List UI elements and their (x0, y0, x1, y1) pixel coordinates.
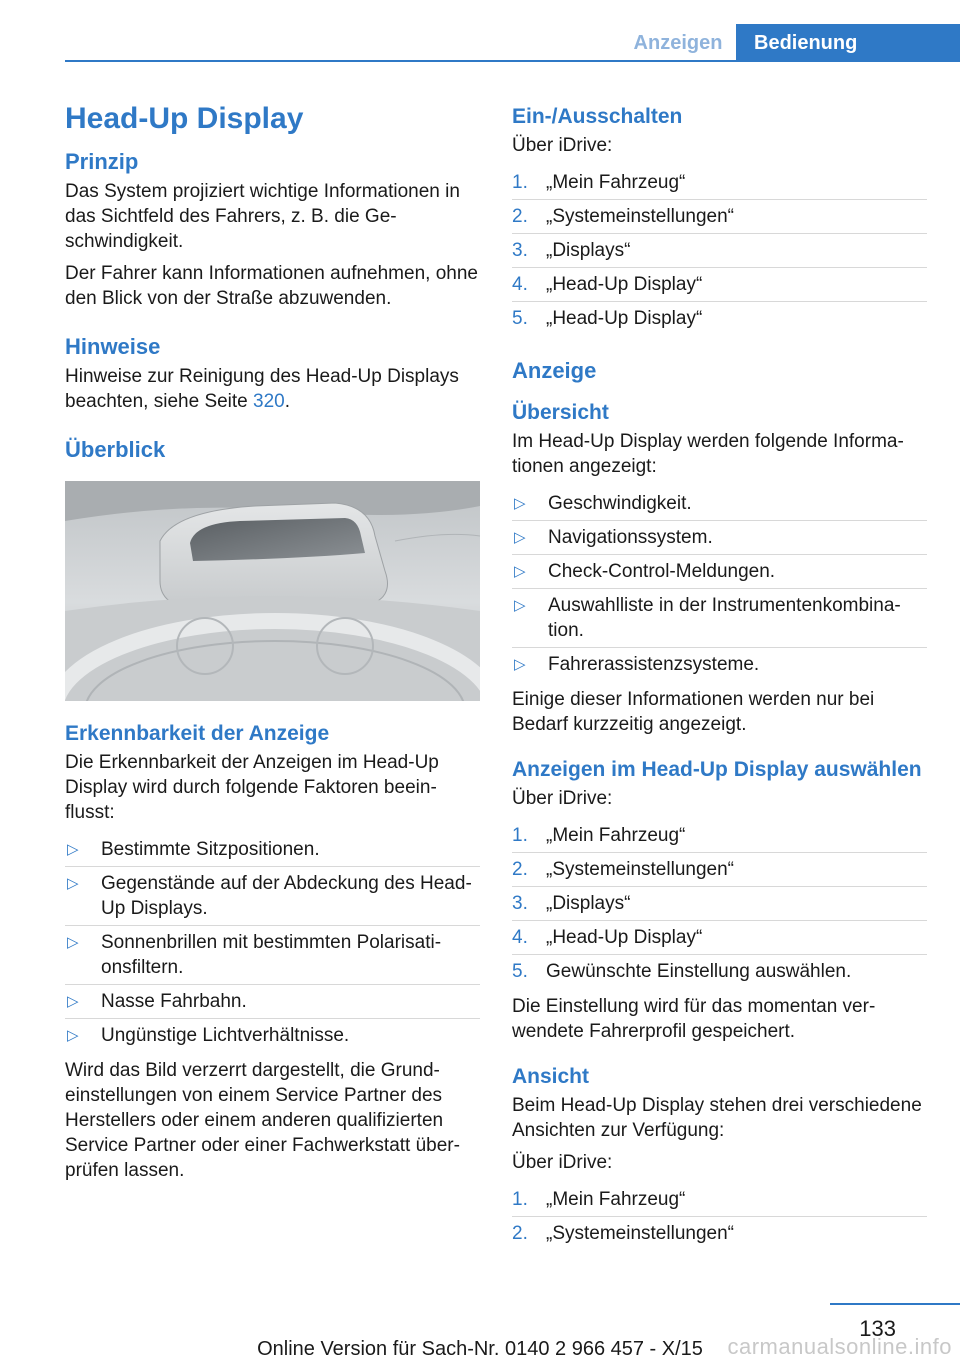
uebersicht-list (512, 487, 927, 681)
list-item (65, 1018, 480, 1052)
triangle-bullet-icon: ▷ (514, 656, 526, 673)
step-text: „Mein Fahrzeug“ (546, 172, 686, 193)
uebersicht-intro: Im Head-Up Display werden folgende Informationen angezeigt: (512, 431, 904, 477)
heading-prinzip: Prinzip (65, 149, 139, 174)
ansicht-steps (512, 1183, 927, 1250)
heading-ansicht: Ansicht (512, 1065, 590, 1088)
hinweise-text-end: . (284, 391, 291, 412)
step-number: 3. (512, 893, 528, 914)
triangle-bullet-icon: ▷ (67, 934, 79, 951)
step-number: 5. (512, 961, 528, 982)
heading-uebersicht: Übersicht (512, 401, 609, 424)
triangle-bullet-icon: ▷ (67, 1027, 79, 1044)
heading-erkennbarkeit: Erkennbarkeit der Anzeige (65, 722, 330, 745)
page-link-320[interactable]: 320 (253, 391, 285, 412)
step-text: „Head-Up Display“ (546, 927, 703, 948)
heading-anzeige: Anzeige (512, 358, 597, 383)
step-text: „Systemeinstellungen“ (546, 1223, 734, 1244)
step-text: „Displays“ (546, 240, 631, 261)
list-item (65, 925, 480, 984)
step-item (512, 267, 927, 301)
erkennbarkeit-list (65, 833, 480, 1052)
header-rule (65, 60, 960, 62)
step-item (512, 886, 927, 920)
list-item (512, 647, 927, 681)
list-item (65, 866, 480, 925)
step-number: 4. (512, 927, 528, 948)
page-number: 133 (859, 1316, 896, 1341)
step-text: „Mein Fahrzeug“ (546, 1189, 686, 1210)
einaus-steps (512, 166, 927, 335)
hinweise-text: Hinweise zur Reinigung des Head-Up Displays beachten, siehe Seite (65, 366, 459, 412)
list-item (65, 984, 480, 1018)
list-item-text: Geschwindigkeit. (548, 493, 692, 514)
triangle-bullet-icon: ▷ (514, 495, 526, 512)
list-item (512, 520, 927, 554)
heading-anzeigen-auswaehlen: Anzeigen im Head-Up Display auswählen (512, 758, 922, 781)
step-number: 2. (512, 206, 528, 227)
step-text: „Systemeinstellungen“ (546, 859, 734, 880)
watermark: carmanualsonline.info (727, 1334, 952, 1359)
step-text: „Mein Fahrzeug“ (546, 825, 686, 846)
list-item-text: Gegenstände auf der Abdeckung des Head-Up Displays. (101, 873, 472, 919)
left-column (65, 100, 480, 1190)
step-item (512, 166, 927, 199)
prinzip-paragraph-1: Das System projiziert wichtige Informationen in das Sichtfeld des Fahrers, z. B. die Geschwindigkeit. (65, 181, 460, 252)
list-item-text: Navigationssystem. (548, 527, 713, 548)
triangle-bullet-icon: ▷ (514, 563, 526, 580)
ansicht-paragraph: Beim Head-Up Display stehen drei verschiedene Ansichten zur Verfügung: (512, 1095, 922, 1141)
step-item (512, 852, 927, 886)
list-item (512, 588, 927, 647)
step-item (512, 199, 927, 233)
list-item-text: Ungünstige Lichtverhältnisse. (101, 1025, 350, 1046)
list-item-text: Bestimmte Sitzpositionen. (101, 839, 320, 860)
heading-ein-ausschalten: Ein-/Ausschalten (512, 105, 683, 128)
step-text: „Head-Up Display“ (546, 274, 703, 295)
triangle-bullet-icon: ▷ (514, 529, 526, 546)
footer-rule (830, 1303, 960, 1305)
erkennbarkeit-intro: Die Erkennbarkeit der Anzeigen im Head-Up Display wird durch folgende Faktoren beeinflusst: (65, 752, 439, 823)
step-text: Gewünschte Einstellung auswählen. (546, 961, 852, 982)
list-item (512, 554, 927, 588)
triangle-bullet-icon: ▷ (67, 841, 79, 858)
list-item-text: Fahrerassistenzsysteme. (548, 654, 760, 675)
step-number: 2. (512, 859, 528, 880)
step-text: „Head-Up Display“ (546, 308, 703, 329)
hinweise-paragraph (65, 364, 480, 414)
list-item (512, 487, 927, 520)
ansicht-intro: Über iDrive: (512, 1152, 613, 1173)
triangle-bullet-icon: ▷ (67, 875, 79, 892)
auswaehlen-outro: Die Einstellung wird für das momentan verwendete Fahrerprofil gespeichert. (512, 996, 876, 1042)
dashboard-illustration (65, 481, 480, 701)
list-item-text: Sonnenbrillen mit bestimmten Polarisationsfiltern. (101, 932, 442, 978)
heading-ueberblick: Überblick (65, 437, 166, 462)
footer-version-text: Online Version für Sach-Nr. 0140 2 966 457 - X/15 (257, 1338, 703, 1360)
step-item (512, 920, 927, 954)
list-item (65, 833, 480, 866)
list-item-text: Check-Control-Meldungen. (548, 561, 776, 582)
step-number: 4. (512, 274, 528, 295)
step-number: 2. (512, 1223, 528, 1244)
auswaehlen-steps (512, 819, 927, 988)
step-item (512, 1216, 927, 1250)
step-number: 1. (512, 172, 528, 193)
step-number: 3. (512, 240, 528, 261)
right-column (512, 100, 927, 1256)
step-number: 1. (512, 1189, 528, 1210)
step-text: „Systemeinstellungen“ (546, 206, 734, 227)
einaus-intro: Über iDrive: (512, 135, 613, 156)
header-tab-bedienung: Bedienung (736, 24, 960, 62)
step-item (512, 1183, 927, 1216)
uebersicht-outro: Einige dieser Informationen werden nur bei Bedarf kurzzeitig angezeigt. (512, 689, 875, 735)
triangle-bullet-icon: ▷ (514, 597, 526, 614)
step-text: „Displays“ (546, 893, 631, 914)
heading-hinweise: Hinweise (65, 334, 161, 359)
prinzip-paragraph-2: Der Fahrer kann Informationen aufnehmen, ohne den Blick von der Straße abzuwenden. (65, 263, 478, 309)
step-number: 1. (512, 825, 528, 846)
step-number: 5. (512, 308, 528, 329)
head-up-display-photo (65, 481, 480, 701)
erkennbarkeit-outro: Wird das Bild verzerrt dargestellt, die Grundeinstellungen von einem Service Partner des Herstellers oder einem anderen qualifizierten Service Partner oder einer Fachwerkstatt überprüfen lassen. (65, 1060, 460, 1181)
triangle-bullet-icon: ▷ (67, 993, 79, 1010)
auswaehlen-intro: Über iDrive: (512, 788, 613, 809)
list-item-text: Nasse Fahrbahn. (101, 991, 247, 1012)
step-item (512, 819, 927, 852)
step-item (512, 954, 927, 988)
header-tab-anzeigen: Anzeigen (633, 32, 723, 54)
list-item-text: Auswahlliste in der Instrumentenkombination. (548, 595, 901, 641)
step-item (512, 301, 927, 335)
step-item (512, 233, 927, 267)
page-title: Head-Up Display (65, 102, 304, 135)
